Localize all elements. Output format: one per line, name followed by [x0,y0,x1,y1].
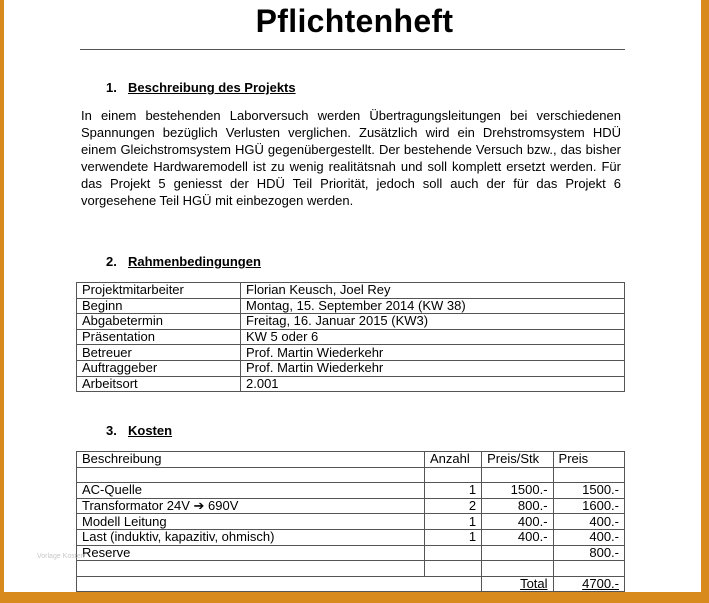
empty-row [77,467,625,483]
cost-description: Reserve [77,545,425,561]
cost-quantity: 1 [424,529,481,545]
cost-row [77,483,625,499]
watermark-text: Vorlage Kosten [37,553,85,560]
page-title: Pflichtenheft [255,3,454,39]
cost-unit-price: 1500.- [482,483,553,499]
cost-price: 400.- [553,514,624,530]
total-row [77,576,625,592]
conditions-key: Beginn [77,298,241,314]
section-2-heading [106,254,261,269]
cost-unit-price: 400.- [482,514,553,530]
header-quantity: Anzahl [424,452,481,468]
conditions-row [77,329,625,345]
conditions-value: Florian Keusch, Joel Rey [241,283,625,299]
section-3-heading [106,423,172,438]
cost-price: 1500.- [553,483,624,499]
cost-price: 1600.- [553,498,624,514]
cost-description: AC-Quelle [77,483,425,499]
conditions-key: Präsentation [77,329,241,345]
cost-quantity [424,545,481,561]
total-value: 4700.- [553,576,624,592]
section-1-heading [106,80,296,95]
title-divider [80,49,625,50]
conditions-row [77,298,625,314]
cost-unit-price: 400.- [482,529,553,545]
conditions-table [76,282,625,392]
cost-description: Last (induktiv, kapazitiv, ohmisch) [77,529,425,545]
conditions-row [77,345,625,361]
conditions-value: Montag, 15. September 2014 (KW 38) [241,298,625,314]
cost-row [77,498,625,514]
costs-table [76,451,625,592]
conditions-key: Abgabetermin [77,314,241,330]
total-label: Total [482,576,553,592]
costs-header-row [77,452,625,468]
cost-row [77,545,625,561]
section-1-number: 1. [106,80,117,95]
conditions-value: Prof. Martin Wiederkehr [241,360,625,376]
cost-description: Modell Leitung [77,514,425,530]
section-3-title: Kosten [128,423,173,438]
conditions-key: Betreuer [77,345,241,361]
conditions-row [77,314,625,330]
conditions-value: 2.001 [241,376,625,392]
conditions-row [77,360,625,376]
section-2-title: Rahmenbedingungen [128,254,261,269]
conditions-key: Arbeitsort [77,376,241,392]
project-description: In einem bestehenden Laborversuch werden Übertragungsleitungen bei verschiedenen Spannungen bezüglich Verlusten verglichen. Zusätzlich wird ein Drehstromsystem HDÜ einem Gleichstromsystem HGÜ gegenübergestellt. Der bestehende Versuch bzw., das bisher verwendete Hardwaremodell ist zu wenig realitätsnah und soll komplett ersetzt werden. Für das Projekt 5 geniesst der HDÜ Teil Priorität, jedoch soll auch der für das Projekt 6 vorgesehene Teil HGÜ mit einbezogen werden. [81,108,621,208]
conditions-value: Prof. Martin Wiederkehr [241,345,625,361]
conditions-key: Projektmitarbeiter [77,283,241,299]
cost-price: 800.- [553,545,624,561]
conditions-value: KW 5 oder 6 [241,329,625,345]
section-3-number: 3. [106,423,117,438]
section-1-title: Beschreibung des Projekts [128,80,296,95]
cost-quantity: 1 [424,483,481,499]
cost-row [77,514,625,530]
cost-row [77,529,625,545]
conditions-row [77,283,625,299]
conditions-value: Freitag, 16. Januar 2015 (KW3) [241,314,625,330]
conditions-row [77,376,625,392]
cost-description: Transformator 24V ➔ 690V [77,498,425,514]
header-description: Beschreibung [77,452,425,468]
cost-unit-price: 800.- [482,498,553,514]
header-price: Preis [553,452,624,468]
header-unit-price: Preis/Stk [482,452,553,468]
cost-quantity: 2 [424,498,481,514]
conditions-key: Auftraggeber [77,360,241,376]
cost-price: 400.- [553,529,624,545]
section-2-number: 2. [106,254,117,269]
cost-unit-price [482,545,553,561]
cost-quantity: 1 [424,514,481,530]
empty-row [77,561,625,577]
